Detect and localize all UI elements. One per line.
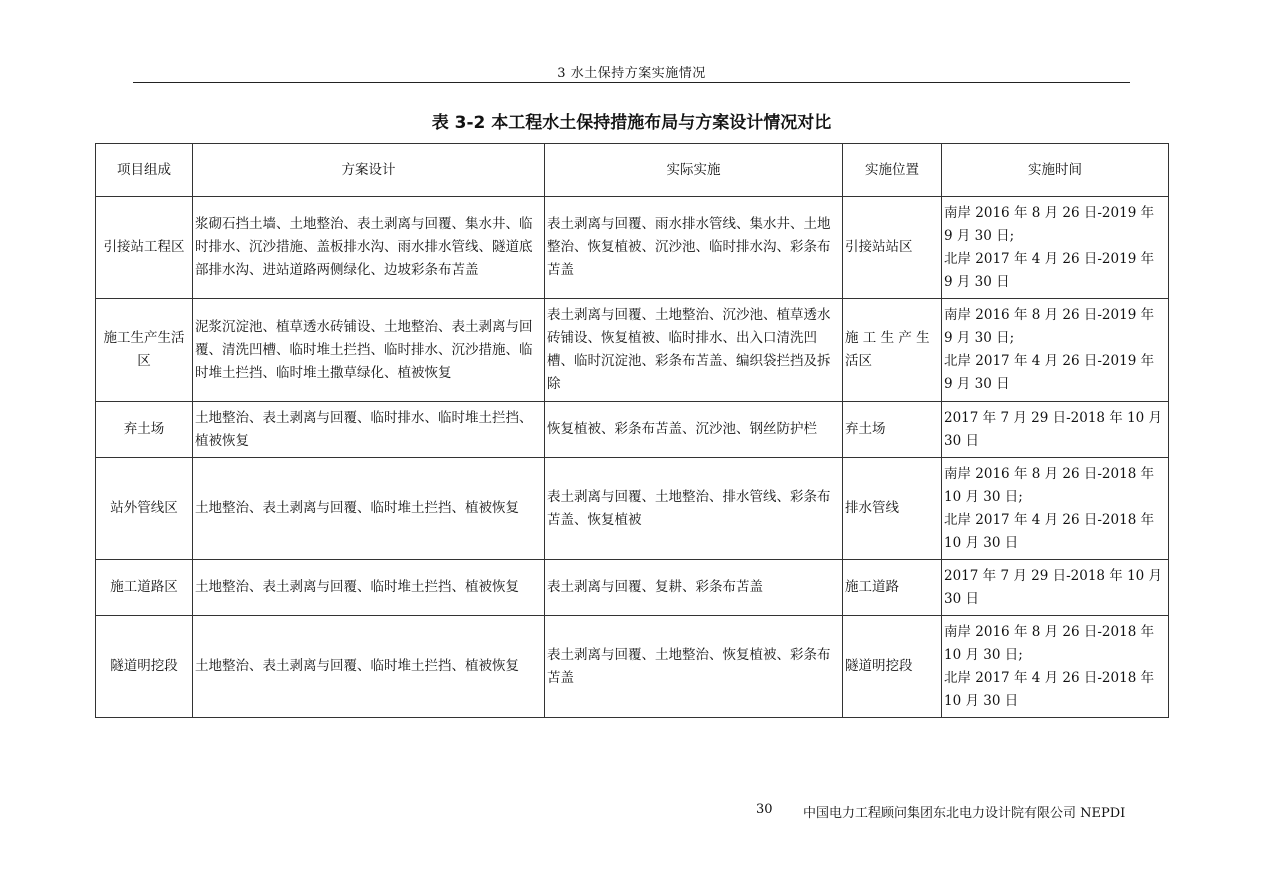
row-project-name: 站外管线区 (96, 458, 193, 560)
row-time (942, 299, 1169, 402)
table-row (96, 616, 1169, 718)
row-plan-design: 土地整治、表土剥离与回覆、临时排水、临时堆土拦挡、植被恢复 (193, 402, 545, 458)
row-plan-design: 泥浆沉淀池、植草透水砖铺设、土地整治、表土剥离与回覆、清洗凹槽、临时堆土拦挡、临时排水、沉沙措施、临时堆土拦挡、临时堆土撒草绿化、植被恢复 (193, 299, 545, 402)
table-row (96, 402, 1169, 458)
row-location: 施工道路 (843, 560, 942, 616)
comparison-table (95, 143, 1169, 718)
row-time (942, 197, 1169, 299)
row-location: 排水管线 (843, 458, 942, 560)
row-actual-implementation: 恢复植被、彩条布苫盖、沉沙池、钢丝防护栏 (545, 402, 843, 458)
col-header-location: 实施位置 (843, 144, 942, 197)
col-header-actual: 实际实施 (545, 144, 843, 197)
time-line-south: 南岸 2016 年 8 月 26 日-2018 年 10 月 30 日; (944, 465, 1155, 505)
row-project-name: 施工生产生活区 (96, 299, 193, 402)
row-actual-implementation: 表土剥离与回覆、雨水排水管线、集水井、土地整治、恢复植被、沉沙池、临时排水沟、彩条布苫盖 (545, 197, 843, 299)
row-location: 引接站站区 (843, 197, 942, 299)
running-header-title: 3 水土保持方案实施情况 (557, 66, 706, 81)
time-line-south: 南岸 2016 年 8 月 26 日-2018 年 10 月 30 日; (944, 623, 1155, 663)
time-line-south: 南岸 2016 年 8 月 26 日-2019 年 9 月 30 日; (944, 204, 1155, 244)
page-number: 30 (756, 802, 773, 817)
row-actual-implementation: 表土剥离与回覆、土地整治、排水管线、彩条布苫盖、恢复植被 (545, 458, 843, 560)
row-actual-implementation: 表土剥离与回覆、土地整治、沉沙池、植草透水砖铺设、恢复植被、临时排水、出入口清洗凹槽、临时沉淀池、彩条布苫盖、编织袋拦挡及拆除 (545, 299, 843, 402)
row-location: 弃土场 (843, 402, 942, 458)
table-row (96, 458, 1169, 560)
time-line: 2017 年 7 月 29 日-2018 年 10 月 30 日 (944, 409, 1163, 449)
table-header-row (96, 144, 1169, 197)
time-line: 2017 年 7 月 29 日-2018 年 10 月 30 日 (944, 567, 1163, 607)
table-row (96, 197, 1169, 299)
row-actual-implementation: 表土剥离与回覆、土地整治、恢复植被、彩条布苫盖 (545, 616, 843, 718)
time-line-north: 北岸 2017 年 4 月 26 日-2019 年 9 月 30 日 (944, 250, 1155, 290)
row-time (942, 458, 1169, 560)
row-plan-design: 土地整治、表土剥离与回覆、临时堆土拦挡、植被恢复 (193, 560, 545, 616)
row-location: 隧道明挖段 (843, 616, 942, 718)
row-location: 施 工 生 产 生活区 (843, 299, 942, 402)
row-time (942, 402, 1169, 458)
row-plan-design: 土地整治、表土剥离与回覆、临时堆土拦挡、植被恢复 (193, 616, 545, 718)
row-time (942, 560, 1169, 616)
table-row (96, 560, 1169, 616)
footer-organization: 中国电力工程顾问集团东北电力设计院有限公司 NEPDI (803, 806, 1126, 821)
col-header-time: 实施时间 (942, 144, 1169, 197)
row-project-name: 隧道明挖段 (96, 616, 193, 718)
row-project-name: 引接站工程区 (96, 197, 193, 299)
header-rule (133, 82, 1130, 83)
time-line-north: 北岸 2017 年 4 月 26 日-2018 年 10 月 30 日 (944, 511, 1155, 551)
col-header-project: 项目组成 (96, 144, 193, 197)
row-time (942, 616, 1169, 718)
col-header-plan: 方案设计 (193, 144, 545, 197)
table-caption: 表 3-2 本工程水土保持措施布局与方案设计情况对比 (431, 113, 832, 133)
time-line-north: 北岸 2017 年 4 月 26 日-2018 年 10 月 30 日 (944, 669, 1155, 709)
table-row (96, 299, 1169, 402)
row-project-name: 弃土场 (96, 402, 193, 458)
time-line-north: 北岸 2017 年 4 月 26 日-2019 年 9 月 30 日 (944, 353, 1155, 392)
row-actual-implementation: 表土剥离与回覆、复耕、彩条布苫盖 (545, 560, 843, 616)
row-plan-design: 浆砌石挡土墙、土地整治、表土剥离与回覆、集水井、临时排水、沉沙措施、盖板排水沟、雨水排水管线、隧道底部排水沟、进站道路两侧绿化、边坡彩条布苫盖 (193, 197, 545, 299)
time-line-south: 南岸 2016 年 8 月 26 日-2019 年 9 月 30 日; (944, 307, 1155, 346)
row-plan-design: 土地整治、表土剥离与回覆、临时堆土拦挡、植被恢复 (193, 458, 545, 560)
row-project-name: 施工道路区 (96, 560, 193, 616)
